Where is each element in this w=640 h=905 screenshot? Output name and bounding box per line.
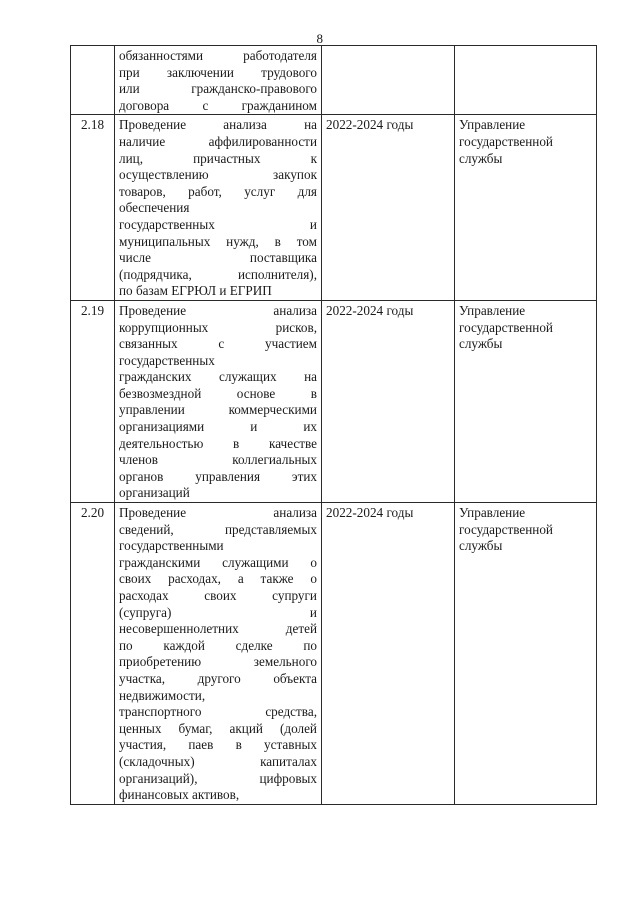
responsible-unit: Управление государственной службы (455, 503, 597, 805)
measure-name (115, 115, 322, 301)
measure-name-line: числе поставщика (119, 250, 317, 266)
measure-name-line: обеспечения (119, 200, 190, 216)
row-number: 2.19 (71, 300, 115, 502)
measure-name-line: приобретению земельного (119, 654, 317, 670)
table-row (71, 503, 597, 805)
measure-term (322, 46, 455, 115)
measure-name-line: (складочных) капиталах (119, 753, 317, 769)
measure-name-line: (супруга) и (119, 604, 317, 620)
measure-name-line: ценных бумаг, акций (долей (119, 720, 317, 736)
measure-name-line: при заключении трудового (119, 64, 317, 80)
measure-name-line: организаций (119, 485, 190, 501)
measure-name-line: недвижимости, (119, 687, 206, 703)
measure-name-line: государственных (119, 352, 215, 368)
measure-name-line: Проведение анализа на (119, 117, 317, 133)
page-number: 8 (316, 31, 324, 46)
measure-name-line: Проведение анализа (119, 505, 317, 521)
measure-name-line: по каждой сделке по (119, 637, 317, 653)
measure-name-line: гражданскими служащими о (119, 554, 317, 570)
row-number: 2.18 (71, 115, 115, 301)
table-row (71, 46, 597, 115)
measures-table (70, 45, 597, 805)
measure-name-line: расходах своих супруги (119, 588, 317, 603)
measure-name-line: участия, паев в уставных (119, 737, 317, 753)
table-row (71, 115, 597, 301)
measure-name-line: сведений, представляемых (119, 521, 317, 537)
row-number: 2.20 (71, 503, 115, 805)
measures-table-body (71, 46, 597, 805)
responsible-unit: Управление государственной службы (455, 300, 597, 502)
measure-name-line: (подрядчика, исполнителя), (119, 266, 317, 282)
measure-name-line: обязанностями работодателя (119, 48, 317, 63)
measure-name-line: наличие аффилированности (119, 133, 317, 149)
measure-term: 2022-2024 годы (322, 503, 455, 805)
measure-name-line: или гражданско-правового (119, 81, 317, 97)
measure-name-line: деятельностью в качестве (119, 435, 317, 451)
measure-name-line: органов управления этих (119, 468, 317, 484)
measure-name (115, 503, 322, 805)
measure-name-line: своих расходах, а также о (119, 571, 317, 587)
measure-name-line: участка, другого объекта (119, 670, 317, 686)
measure-name (115, 46, 322, 115)
measure-name-line: транспортного средства, (119, 704, 317, 720)
measure-name-line: организаций), цифровых (119, 770, 317, 786)
measure-name-line: гражданских служащих на (119, 369, 317, 385)
measure-name-line: Проведение анализа (119, 302, 317, 318)
measure-term: 2022-2024 годы (322, 115, 455, 301)
measure-name-line: связанных с участием (119, 336, 317, 352)
measure-name-line: несовершеннолетних детей (119, 621, 317, 637)
measure-name-line: лиц, причастных к (119, 150, 317, 166)
measure-term: 2022-2024 годы (322, 300, 455, 502)
measure-name-line: по базам ЕГРЮЛ и ЕГРИП (119, 283, 272, 299)
measure-name-line: товаров, работ, услуг для (119, 183, 317, 199)
measure-name-line: членов коллегиальных (119, 452, 317, 468)
responsible-unit: Управление государственной службы (455, 115, 597, 301)
measure-name-line: коррупционных рисков, (119, 319, 317, 335)
measure-name-line: управлении коммерческими (119, 402, 317, 418)
measure-name-line: договора с гражданином (119, 97, 317, 113)
measure-name-line: финансовых активов, (119, 787, 240, 803)
measure-name (115, 300, 322, 502)
measure-name-line: государственных и (119, 216, 317, 232)
table-row (71, 300, 597, 502)
measure-name-line: осуществлению закупок (119, 167, 317, 183)
measure-name-line: муниципальных нужд, в том (119, 233, 317, 249)
responsible-unit (455, 46, 597, 115)
measure-name-line: безвозмездной основе в (119, 385, 317, 401)
measure-name-line: организациями и их (119, 419, 317, 435)
row-number (71, 46, 115, 115)
measure-name-line: государственными (119, 538, 224, 554)
